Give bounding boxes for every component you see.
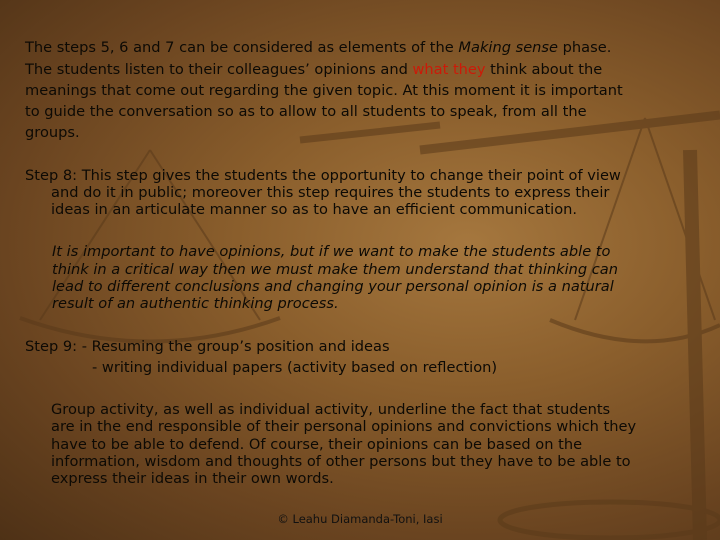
group-activity-line-4: information, wisdom and thoughts of other persons but they have to be able to [51, 453, 631, 470]
italic-note-line-3: lead to different conclusions and changing your personal opinion is a natural [52, 278, 614, 295]
intro-line-5: groups. [25, 124, 80, 141]
intro-line-2-text: The students listen to their colleagues’ opinions and [25, 61, 413, 78]
group-activity-line-5: express their ideas in their own words. [51, 470, 334, 487]
group-activity-line-3: have to be able to defend. Of course, their opinions can be based on the [51, 436, 583, 453]
step8-line-2: and do it in public; moreover this step requires the students to express their [51, 184, 610, 201]
italic-note-line-1: It is important to have opinions, but if we want to make the students able to [52, 243, 611, 260]
step8-line-3: ideas in an articulate manner so as to have an efficient communication. [51, 201, 578, 218]
highlighted-phrase: what they [412, 61, 486, 78]
group-activity-line-2: are in the end responsible of their personal opinions and convictions which they [51, 418, 637, 435]
copyright-footer: © Leahu Diamanda-Toni, Iasi [277, 512, 443, 526]
italic-note-line-4: result of an authentic thinking process. [52, 295, 339, 312]
group-activity-line-1: Group activity, as well as individual activity, underline the fact that students [51, 401, 611, 418]
step9-line-1: Step 9: - Resuming the group’s position and ideas [25, 338, 390, 355]
italic-note-line-2: think in a critical way then we must make them understand that thinking can [52, 261, 618, 278]
intro-line-1-text: The steps 5, 6 and 7 can be considered as elements of the [25, 39, 459, 56]
intro-line-1 [25, 39, 611, 56]
step8-line-1: Step 8: This step gives the students the opportunity to change their point of view [25, 167, 621, 184]
intro-line-3: meanings that come out regarding the given topic. At this moment it is important [25, 82, 623, 99]
intro-line-4: to guide the conversation so as to allow to all students to speak, from all the [25, 103, 587, 120]
step9-line-2: - writing individual papers (activity based on reflection) [92, 359, 498, 376]
making-sense-term: Making sense [458, 39, 559, 56]
intro-line-2 [25, 61, 602, 78]
intro-line-2-end: think about the [485, 61, 603, 78]
intro-line-1-end: phase. [558, 39, 612, 56]
